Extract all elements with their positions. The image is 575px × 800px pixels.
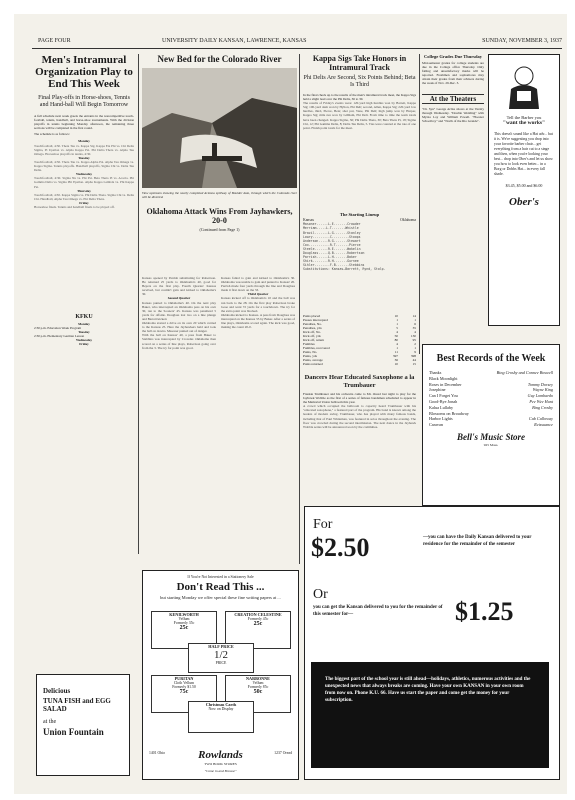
- dancers-story-text: A crowd which occupied the ballroom to capacity heard Trumbauer with his "educated saxophone," a featured part of the program. His band is known among the leaders of modern swing. Trumbauer, who has played with many famous bands, including that of Paul Whiteman, was featured in solos throughout the evening. The floor was crowded during the second intermission. The next dance in the Jayhawk Wobble series will be announced soon by the committee.: [303, 404, 416, 429]
- stat-oklahoma: 1: [414, 318, 416, 322]
- dontread-title: Don't Read This ...: [176, 581, 265, 593]
- record-title: Thanks: [429, 370, 442, 375]
- grades-body: Mid-semester grades for college students are due in the College office Thursday. Only failing and unsatisfactory marks will be reported. Freshmen and sophomores may obtain their grades from their advisers during the week of Nov. 29-Dec. 3.: [422, 61, 484, 86]
- ad-line: Union Fountain: [43, 727, 104, 737]
- stat-kansas: 4: [396, 330, 398, 334]
- obers-prices: $3.45, $5.00 and $6.00: [505, 183, 543, 188]
- record-artist: Wayne King: [532, 387, 553, 393]
- day-label: Wednesday: [75, 172, 93, 177]
- oklahoma-headline: Oklahoma Attack Wins From Jayhawkers, 20-0: [146, 207, 293, 226]
- price-1-25-description: you can get the Kansan delivered to you for the remainder of this semester for—: [313, 605, 443, 617]
- column-2: [142, 54, 297, 232]
- stat-oklahoma: 35: [412, 326, 416, 330]
- photo-title: New Bed for the Colorado River: [157, 54, 282, 64]
- quarter-label: Second Quarter: [167, 296, 191, 301]
- stat-oklahoma: 398: [410, 354, 416, 358]
- oklahoma-story-col-b: [221, 276, 295, 568]
- stat-oklahoma: 6: [414, 322, 416, 326]
- column-rule: [299, 54, 300, 564]
- newspaper-page: [14, 14, 567, 794]
- intramural-headline: Men's Intramural Organization Play to End This Week: [35, 54, 133, 90]
- filler-text: Touchfootball, 4:30. Sigma Nu vs. Phi Psi. Beta Theta Pi vs. Acacia. Phi Gamma Delta vs. Sigma Phi Epsilon. Alpha Kappa Lambda vs. Phi Kappa Psi.: [34, 176, 134, 189]
- product-text: KENILWORTH: [169, 612, 199, 617]
- stationery-product: [188, 643, 254, 673]
- record-title: Josephine: [429, 387, 446, 393]
- stat-label: Punts, average: [303, 358, 323, 362]
- record-artist: Bing Crosby and Connee Boswell: [496, 370, 553, 375]
- dontread-top: If You're Not Interested in a Stationery Sale: [187, 575, 254, 579]
- kfku-day: Monday: [78, 321, 90, 326]
- record-title: Black Moonlight: [429, 375, 458, 381]
- kfku-item: 2:30 p.m. Education Week Program: [34, 325, 82, 330]
- union-fountain-ad: [36, 674, 130, 776]
- product-text: Now on Display: [208, 707, 234, 711]
- kappa-sigs-body: In the final check up to the results of the men's intramural track meet, the Kappa Sigs held a slight lead over the Phi Delts, 36 to 30.: [303, 93, 416, 102]
- day-label: Thursday: [77, 188, 91, 193]
- kappa-sigs-story: The results of Friday's events were: 120-yard high hurdles won by Barrett, Kappa Sig; 100-yard dash won by Hylton, Phi Delt; second, Allen, Kappa Sig; 220-yard low hurdles, third, Pierce, Beta; shot put, Vane, Phi Delt; high jump won by Harper, Kappa Sig; mile run won by Gillham, Phi Delt. From time to time the team totals have been changed. Kappa Sigma, 36; Phi Delta Theta, 30; Beta Theta Pi, 18; Sigma Chi, 12; Phi Gamma Delta, 8; Delta Tau Delta, 5. Ties were counted at the rate of one point. Finish point totals for the meet.: [303, 101, 416, 130]
- product-text: CREATION CELESTINE: [234, 612, 282, 617]
- stat-oklahoma: 9: [414, 350, 416, 354]
- record-title: Can I Forget You: [429, 393, 458, 399]
- stat-label: Fumbles: [303, 342, 315, 346]
- filler-text: Kansas failed to gain and kicked to Oklahoma's 30. Oklahoma was unable to gain and punted to Kansas' 20. Parrish made four yards through the line and Douglass made it first down on the 33.: [221, 276, 295, 293]
- rowlands-tagline: "Come in and Browse": [204, 769, 237, 773]
- dancers-body: Frankie Trumbauer and his orchestra came to Mt. Oread last night to play for the Jayhawk Wobble as the first of a series of famous bandsmen scheduled to appear in the Memorial Union ballroom this year.: [303, 392, 416, 405]
- product-text: Formerly $1.50: [172, 685, 196, 689]
- record-title: Harbor Lights: [429, 416, 453, 422]
- stat-label: Kick off, yds: [303, 334, 321, 338]
- rowlands-address-1: 1401 Ohio: [149, 751, 166, 755]
- stat-kansas: 80: [394, 338, 398, 342]
- oklahoma-story-text: Kansas opened by Parrish substituting for Robertson. He returned 25 yards to Oklahoma's 40, good for Beyers on the first play. Fourth Quarter: Kansas received, but couldn't gain and kicked to Oklahoma's 30.: [142, 276, 216, 297]
- stat-oklahoma: 130: [410, 334, 416, 338]
- price-2-50-description: —you can have the Daily Kansan delivered to your residence for the remainder of the semester: [423, 535, 532, 547]
- record-artist: Bing Crosby: [532, 404, 553, 410]
- kappa-sigs-deck: Phi Delts Are Second, Six Points Behind; Beta Is Third: [303, 75, 416, 88]
- kfku-listing: [34, 322, 134, 422]
- day-label: Monday: [78, 139, 90, 144]
- rowlands-stationery-ad: [142, 570, 299, 780]
- record-artist: Pee Wee Hunt: [529, 398, 553, 404]
- stat-label: Penalties, yds: [303, 326, 322, 330]
- stat-kansas: 4: [396, 342, 398, 346]
- filler-text: Touchfootball, 4:30. Theta Tau vs. Kappa Alpha Psi. Alpha Tau Omega vs. Kappa Sigma. Tennis playoffs. Handball playoffs, Sigma Chi vs. Delta Tau Delta.: [34, 159, 134, 173]
- product-text: Christmas Cards: [205, 702, 237, 707]
- dancers-story: [303, 374, 416, 514]
- rowlands-logo: Rowlands: [198, 749, 243, 761]
- stat-label: Punts returned: [303, 362, 323, 366]
- obers-logo: Ober's: [509, 196, 539, 208]
- record-artist: Cab Calloway: [528, 416, 553, 422]
- stat-kansas: 397: [392, 354, 398, 358]
- game-stats-table: [303, 314, 416, 366]
- lineup-list: Masoner......L.E.......Crowder Merriam.....L.T.......Whistle Brazil.......L.G.......Stanley Lowry.........C.........Stoops Anderson.....R.G.......Stewart Cox...........R.T.......Pierce Steele.......R.E.......Wakelin Douglass.....Q.B.......Robertson Parrish......L.H.......Baker Shirk........R.H.......Gurnee Sihler........F.B.......Stebbins Substitutions: Kansas—Barrett, Rynd, Stolp.: [303, 222, 386, 272]
- stat-kansas: 1: [396, 318, 398, 322]
- product-text: 25c: [179, 625, 189, 631]
- masthead: [32, 38, 562, 49]
- theaters-title: At the Theaters: [422, 94, 484, 104]
- stat-kansas: 10: [394, 362, 398, 366]
- day-label: Tuesday: [78, 155, 90, 160]
- photo-caption: View upstream showing the nearly completed Arizona spillway of Boulder dam, through which the Colorado river will be diverted.: [142, 191, 297, 200]
- for-label: For: [313, 517, 333, 532]
- filler-text: With the ball on Kansas' 40, a pass from Baker to Stebbins was intercepted by Crowder. Oklahoma then scored on a series of line plays, Robertson going over from the 3. The try for point was good.: [142, 333, 216, 350]
- theaters-body: "Dr. Syn" George Arliss shows at the Varsity through Wednesday. "Double Wedding" with Myrna Loy and William Powell. "Hoosier Schoolboy" and "North of the Rio Grande".: [422, 106, 484, 123]
- product-text: PRICE: [215, 661, 227, 665]
- kansan-subscription-ad: [304, 506, 560, 780]
- kfku-day: Tuesday: [78, 329, 90, 334]
- filler-text: Touchfootball, 4:30. Kappa Sigma vs. Phi Delta Theta. Sigma Chi vs. Delta Chi. Handball, Alpha Tau Omega vs. Phi Delta Theta.: [34, 192, 134, 201]
- product-text: 75c: [179, 689, 189, 695]
- stat-kansas: 36: [394, 358, 398, 362]
- filler-text: Kansas punted to Oklahoma's 40. On the next play Baker, who intercepted an Oklahoma pass on his own 30, ran to the Sooners' 45. Kansas was penalized 5 yards for offside. Douglass lost two on a line plunge and Barrett kicked.: [142, 300, 216, 321]
- page-number: PAGE FOUR: [38, 38, 71, 44]
- obers-body: This doesn't sound like a Hat adv... but it is. We're suggesting you drop into your favorite barber chair... get everything from a hair cut to a singe and then, when you're looking your best... drop into Ober's and let us show you how to look even better... in a Borg or Dobbs Hat... in every fall shade.: [494, 132, 553, 176]
- price-2-50: $2.50: [311, 533, 370, 562]
- intramural-body: A full schedule next week greets the entrants in the noncompetitive touch-football, tennis, handball, and horse-shoe tournaments. With the division playoffs in tennis beginning Monday afternoon, the remaining three sections will be completed in the first round.: [34, 114, 134, 131]
- quarter-label: Third Quarter: [247, 292, 269, 297]
- subscription-footer: [311, 662, 549, 768]
- intramural-deck: Final Play-offs in Horse-shoes, Tennis and Hand-ball Will Begin Tomorrow: [38, 95, 130, 108]
- ad-line: TUNA FISH and EGG SALAD: [43, 697, 111, 713]
- record-list: [429, 370, 553, 428]
- record-title: Blossoms on Broadway: [429, 410, 469, 416]
- or-label: Or: [313, 587, 328, 602]
- continued-note: (Continued from Page 1): [199, 227, 240, 233]
- stat-oklahoma: 95: [412, 338, 416, 342]
- schedule-label: The schedule is as follows:: [34, 132, 70, 137]
- stat-rows: [303, 314, 416, 366]
- column-3: [303, 54, 416, 292]
- product-text: NARBONNE: [246, 676, 270, 681]
- filler-text: Kansas kicked off to Oklahoma's 10 and the ball was run back to the 28. On the first play Robertson broke loose and went 72 yards for a touchdown. The try for the extra point was blocked.: [221, 296, 295, 313]
- price-1-25: $1.25: [455, 597, 514, 626]
- obers-ad: [488, 54, 560, 326]
- stat-label: Punts, yds: [303, 354, 317, 358]
- product-text: Formerly 85c: [247, 685, 269, 689]
- stat-row: [303, 362, 416, 366]
- stat-label: Punts, No.: [303, 350, 318, 354]
- bells-address: 925 Mass.: [483, 442, 499, 447]
- stat-label: Kick off, return: [303, 338, 325, 342]
- filler-text: Oklahoma kicked to Kansas. A pass from Douglass was intercepted on the Kansas 35 by Baker. After a series of line plays, Oklahoma scored again. The kick was good, making the count 20-0.: [221, 312, 295, 330]
- stat-oklahoma: 1: [414, 346, 416, 350]
- ad-line: Delicious: [43, 687, 71, 695]
- kfku-day: Wednesday: [75, 337, 93, 342]
- stat-kansas: 1: [396, 322, 398, 326]
- team-oklahoma: Oklahoma: [400, 218, 416, 223]
- stat-oklahoma: 4: [414, 330, 416, 334]
- column-1: [34, 54, 134, 422]
- dontread-sub: but starting Monday we offer special these fine writing papers at ...: [160, 595, 281, 600]
- product-text: 50c: [253, 689, 263, 695]
- filler-text: Horseshoe finals. Tennis and handball finals to be played off.: [34, 204, 115, 209]
- record-title: Roses in December: [429, 381, 462, 387]
- rowlands-sub: TWO BOOK STORES: [204, 762, 237, 766]
- grades-headline: College Grades Due Thursday: [423, 54, 483, 59]
- stat-kansas: 10: [394, 314, 398, 318]
- stat-kansas: 1: [396, 346, 398, 350]
- column-rule: [138, 54, 139, 554]
- stat-label: Fumbles, recovered: [303, 346, 330, 350]
- kfku-item: 2:30 p.m. Elementary German Lesson: [34, 333, 85, 338]
- kfku-title: KFKU: [75, 314, 93, 321]
- stat-oklahoma: 15: [412, 362, 416, 366]
- rowlands-address-2: 1237 Oread: [274, 751, 292, 755]
- stat-label: Penalties, No.: [303, 322, 322, 326]
- bells-logo: Bell's Music Store: [456, 431, 525, 442]
- kfku-day: Friday: [79, 342, 89, 347]
- record-item: [429, 422, 553, 428]
- record-artist: Guy Lombardo: [527, 393, 553, 399]
- schedule-text: [34, 139, 134, 309]
- record-artist: Tommy Dorsey: [527, 381, 553, 387]
- product-text: 25c: [253, 621, 263, 627]
- paper-title: UNIVERSITY DAILY KANSAN, LAWRENCE, KANSAS: [162, 38, 307, 44]
- barber-illustration: [499, 61, 549, 111]
- stat-label: Passes intercepted: [303, 318, 328, 322]
- stat-oklahoma: 44: [412, 358, 416, 362]
- dam-photo: [142, 68, 297, 188]
- filler-text: Touchfootball, 4:30. Theta Tau vs. Kappa Sig. Kappa Eta Phi vs. Chi Delta Sigma, Pi Upsilon vs. Alpha Kappa Psi. Phi Delta Theta vs. Alpha Tau Omega. Horseshoe playoffs in tennis, 4:30.: [34, 143, 134, 156]
- product-text: HALF PRICE: [208, 644, 234, 649]
- stat-label: Kick off, No.: [303, 330, 322, 334]
- filler-text: Oklahoma started a drive on its own 20 which carried to the Kansas 25. Here the Jayhawkers held and took the ball on downs. Masoner punted out of danger.: [142, 321, 216, 334]
- best-records-title: Best Records of the Week: [436, 353, 546, 364]
- oklahoma-story-col-a: [142, 276, 216, 568]
- stat-oklahoma: 14: [412, 314, 416, 318]
- record-title: Caravan: [429, 422, 443, 428]
- stat-kansas: 50: [394, 334, 398, 338]
- record-title: Kalua Lullaby: [429, 404, 454, 410]
- stat-oklahoma: 2: [414, 342, 416, 346]
- lineup-title: The Starting Lineup: [339, 212, 380, 218]
- product-text: Formerly 35c: [173, 621, 195, 625]
- ad-line: at the: [43, 719, 57, 725]
- best-records-ad: [422, 344, 560, 506]
- obers-line2: "want the works": [502, 120, 546, 126]
- day-label: Friday: [79, 200, 89, 205]
- product-text: Vellum: [178, 617, 190, 621]
- stat-kansas: 5: [396, 326, 398, 330]
- column-rule: [419, 54, 420, 354]
- dancers-headline: Dancers Hear Educated Saxophone a la Trumbauer: [304, 374, 415, 389]
- kappa-sigs-headline: Kappa Sigs Take Honors in Intramural Track: [312, 54, 407, 72]
- product-text: Formerly 45c: [247, 617, 269, 621]
- obers-line1: Tell the Barber you: [506, 115, 542, 120]
- column-4: [422, 54, 484, 277]
- product-text: 1/2: [213, 649, 229, 661]
- stat-kansas: 11: [394, 350, 398, 354]
- record-title: Good-Bye Jonah: [429, 398, 458, 404]
- record-artist: Reissuance: [534, 422, 553, 428]
- stationery-product: [188, 701, 254, 733]
- product-text: Vellum: [252, 681, 264, 685]
- date: SUNDAY, NOVEMBER 3, 1937: [482, 38, 562, 44]
- subscription-footer-text: The biggest part of the school year is still ahead—holidays, athletics, numerous activities and the unexpected news that always breaks are coming. Have your own KANSAN in your own room from now on. Phone K.U. 66. Have us start the paper and come get the money for your subscription.: [325, 677, 531, 703]
- stat-label: Punts placed: [303, 314, 321, 318]
- product-text: Cloth Vellum: [173, 681, 195, 685]
- team-kansas: Kansas: [303, 218, 314, 223]
- product-text: PURITAN: [174, 676, 194, 681]
